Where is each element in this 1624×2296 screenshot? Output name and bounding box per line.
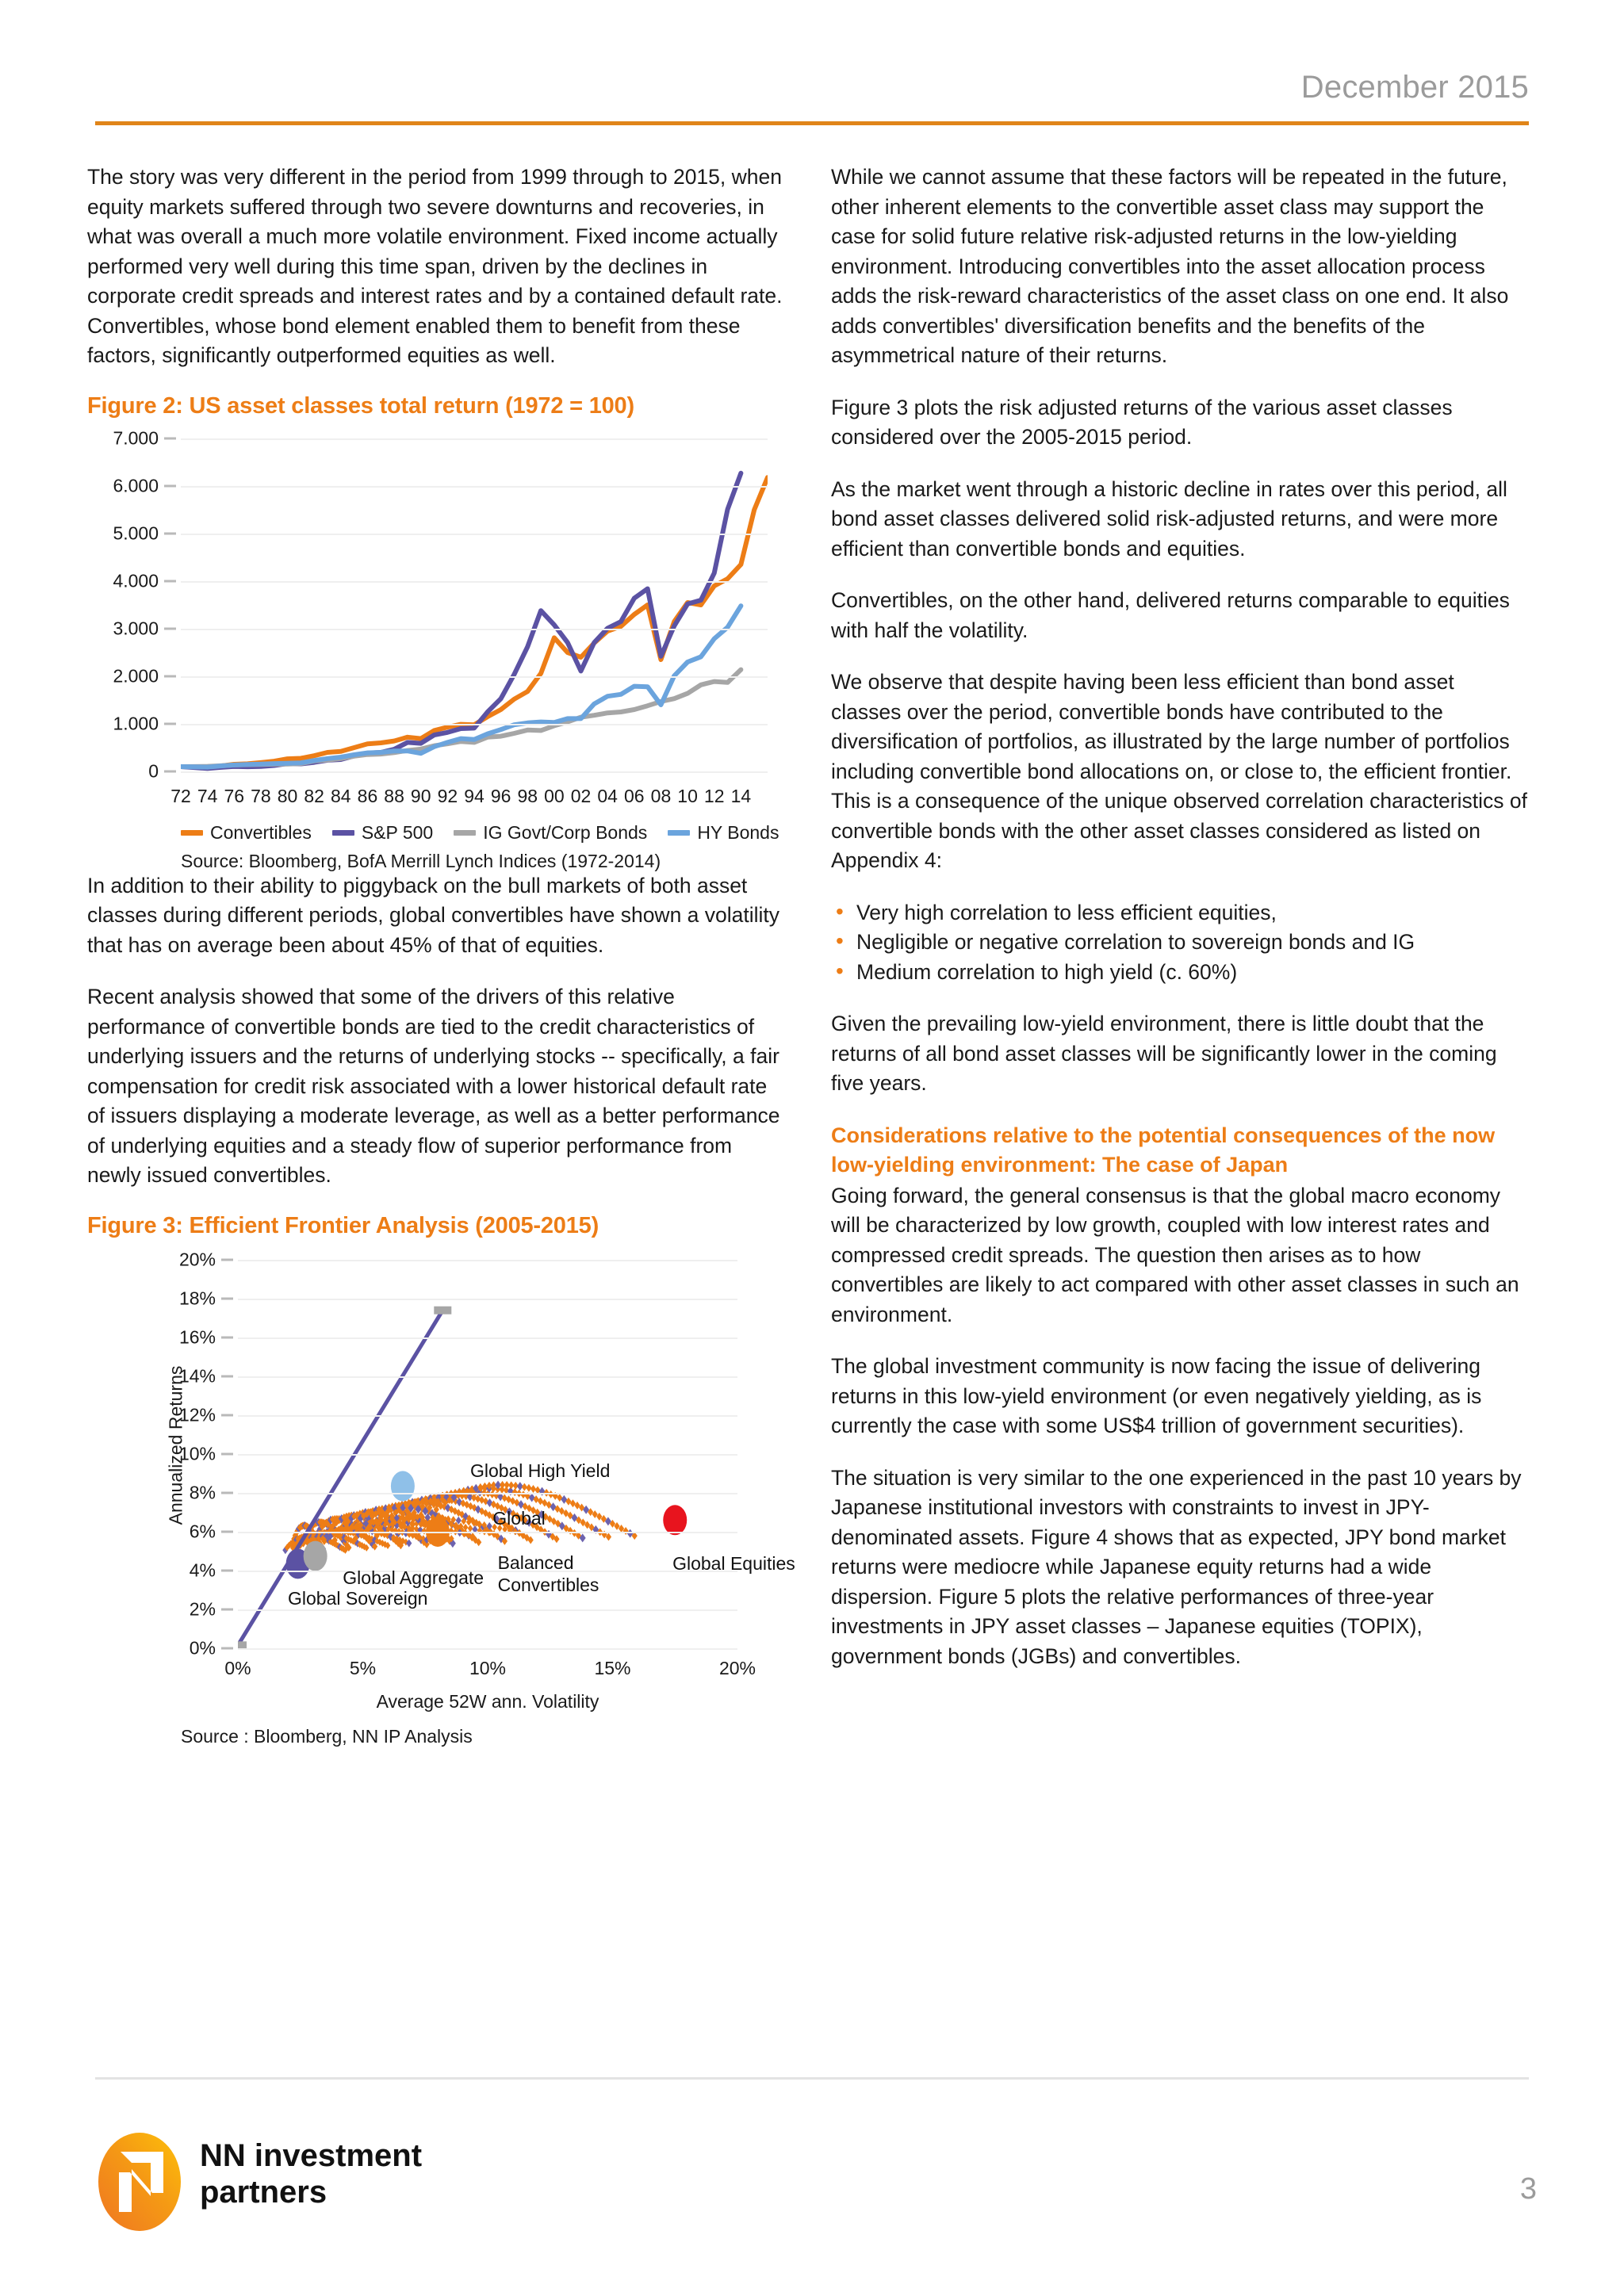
gridline xyxy=(181,676,768,678)
portfolio-point xyxy=(542,1498,547,1506)
y-axis-tick xyxy=(221,1647,233,1649)
portfolio-point xyxy=(574,1501,580,1509)
y-axis-tick xyxy=(221,1258,233,1261)
figure-2-source: Source: Bloomberg, BofA Merrill Lynch Indices (1972-2014) xyxy=(181,850,661,871)
y-axis-tick xyxy=(221,1569,233,1571)
y-axis-tick-label: 16% xyxy=(178,1326,216,1347)
left-column xyxy=(87,163,795,1747)
portfolio-point xyxy=(522,1483,527,1490)
y-axis-tick xyxy=(221,1336,233,1338)
asset-class-label: Balanced Convertibles xyxy=(497,1552,599,1596)
y-axis-tick xyxy=(221,1452,233,1455)
portfolio-point xyxy=(479,1495,485,1503)
figure-2-chart xyxy=(87,427,785,871)
logo-line-1: NN investment xyxy=(200,2138,423,2173)
y-axis-tick-label: 12% xyxy=(178,1404,216,1425)
nn-logo-icon xyxy=(95,2131,184,2233)
gridline xyxy=(238,1260,737,1261)
gridline xyxy=(181,438,768,440)
logo-wordmark xyxy=(200,2137,422,2210)
page-header xyxy=(95,48,1529,135)
x-axis-tick-label: 84 xyxy=(331,785,351,806)
portfolio-point xyxy=(526,1483,531,1491)
figure-3-plot-area xyxy=(178,1249,795,1658)
gridline xyxy=(181,771,768,773)
gridline xyxy=(181,629,768,630)
legend-swatch xyxy=(454,830,476,836)
figure-2-plot-area xyxy=(113,427,768,781)
page-number: 3 xyxy=(1519,2172,1537,2206)
y-axis-tick-label: 7.000 xyxy=(113,427,159,448)
header-date: December 2015 xyxy=(1300,70,1529,105)
gridline xyxy=(238,1415,737,1417)
y-axis-tick-label: 1.000 xyxy=(113,713,159,733)
y-axis-tick xyxy=(221,1375,233,1377)
x-axis-tick-label: 15% xyxy=(594,1657,631,1678)
y-axis-tick-label: 2% xyxy=(189,1598,216,1619)
portfolio-point xyxy=(530,1485,536,1493)
y-axis-tick xyxy=(221,1297,233,1299)
paragraph: We observe that despite having been less efficient than bond asset classes over the period, convertible bonds have contributed to the diversification of portfolios, as illustrated by the large number of portfolios including convertible bond allocations on, or close to, the efficient frontier. This is a consequence of the unique observed correlation characteristics of convertible bonds with the other asset classes considered as listed on Appendix 4: xyxy=(831,670,1527,872)
y-axis-tick-label: 20% xyxy=(178,1249,216,1269)
x-axis-tick-label: 86 xyxy=(357,785,378,806)
gridline xyxy=(238,1454,737,1456)
asset-class-marker xyxy=(663,1505,687,1535)
asset-class-label: Global Aggregate xyxy=(343,1567,485,1588)
paragraph: Given the prevailing low-yield environment, there is little doubt that the returns of all bond asset classes will be significantly lower in the coming five years. xyxy=(831,1012,1497,1095)
y-axis-tick-label: 6.000 xyxy=(113,475,159,496)
asset-class-marker xyxy=(391,1471,415,1501)
gridline xyxy=(238,1299,737,1300)
x-axis-tick-label: 06 xyxy=(624,785,645,806)
gridline xyxy=(181,534,768,535)
x-axis-tick-label: 90 xyxy=(410,785,431,806)
x-axis-tick-label: 5% xyxy=(349,1657,377,1678)
y-axis-tick-label: 14% xyxy=(178,1365,216,1386)
paragraph: Figure 3 plots the risk adjusted returns of the various asset classes considered over the 2005-2015 period. xyxy=(831,395,1453,449)
legend-label: Convertibles xyxy=(210,821,312,843)
legend-swatch xyxy=(332,830,354,836)
y-axis-tick xyxy=(221,1608,233,1610)
paragraph: As the market went through a historic decline in rates over this period, all bond asset classes delivered solid risk-adjusted returns, and were more efficient than convertible bonds and equities. xyxy=(831,476,1507,561)
y-axis-tick xyxy=(221,1414,233,1416)
x-axis-tick-label: 82 xyxy=(304,785,324,806)
legend-label: HY Bonds xyxy=(697,821,779,843)
y-axis-tick xyxy=(164,484,176,487)
portfolio-point xyxy=(529,1493,535,1502)
paragraph: The story was very different in the period from 1999 through to 2015, when equity markets suffered through two severe downturns and recoveries, in what was overall a much more volatile environment. Fixed income actually performed very well during this time span, driven by the declines in corporate credit spreads and interest rates and by a contained default rate. Convertibles, whose bond element enabled them to benefit from these factors, significantly outperformed equities as well. xyxy=(87,165,783,367)
y-axis-tick-label: 6% xyxy=(189,1521,216,1541)
portfolio-point xyxy=(520,1490,526,1498)
x-axis-tick-label: 00 xyxy=(544,785,565,806)
x-axis-tick-label: 72 xyxy=(170,785,191,806)
line-end-marker xyxy=(238,1641,247,1648)
legend-swatch xyxy=(668,830,690,836)
asset-class-label: Global High Yield xyxy=(469,1460,611,1481)
x-axis-tick-label: 74 xyxy=(197,785,218,806)
asset-class-label: Global Equities xyxy=(672,1553,795,1575)
legend-label: S&P 500 xyxy=(361,821,434,843)
figure-3-y-axis-title: Annualized Returns xyxy=(165,1365,186,1525)
figure-3-chart xyxy=(87,1247,795,1747)
asset-class-marker xyxy=(304,1540,327,1571)
x-axis-tick-label: 98 xyxy=(517,785,538,806)
x-axis-tick-label: 76 xyxy=(224,785,245,806)
gridline xyxy=(238,1532,737,1533)
y-axis-tick-label: 10% xyxy=(178,1443,216,1464)
x-axis-tick-label: 08 xyxy=(650,785,672,806)
y-axis-tick xyxy=(164,627,176,629)
portfolio-point xyxy=(561,1494,567,1503)
figure-3-title: Figure 3: Efficient Frontier Analysis (2005-2015) xyxy=(87,1212,599,1238)
legend-item xyxy=(668,822,779,844)
paragraph: Going forward, the general consensus is that the global macro economy will be characterized by low growth, coupled with low interest rates and compressed credit spreads. The question then arises as to how convertibles are likely to act compared with other asset classes in such an environment. xyxy=(831,1183,1519,1326)
y-axis-tick xyxy=(221,1491,233,1494)
portfolio-point xyxy=(570,1499,576,1507)
x-axis-tick-label: 02 xyxy=(570,785,592,806)
figure-3-source: Source : Bloomberg, NN IP Analysis xyxy=(181,1725,473,1747)
paragraph: Convertibles, on the other hand, delivered returns comparable to equities with half the volatility. xyxy=(831,588,1510,642)
x-axis-tick-label: 12 xyxy=(703,785,725,806)
gridline xyxy=(238,1493,737,1494)
y-axis-tick-label: 8% xyxy=(189,1482,216,1502)
portfolio-point xyxy=(510,1497,515,1505)
y-axis-tick xyxy=(164,770,176,772)
x-axis-tick-label: 14 xyxy=(730,785,752,806)
right-column xyxy=(831,163,1529,1693)
paragraph: Recent analysis showed that some of the drivers of this relative performance of convertible bonds are tied to the credit characteristics of underlying issuers and the returns of underlying stocks -- specifically, a fair compensation for credit risk associated with a lower historical default rate of issuers displaying a moderate leverage, as well as a better performance of underlying equities and a steady flow of superior performance from newly issued convertibles. xyxy=(87,985,780,1187)
y-axis-tick xyxy=(164,722,176,725)
gridline xyxy=(181,581,768,583)
gridline xyxy=(238,1376,737,1378)
paragraph: While we cannot assume that these factors will be repeated in the future, other inherent elements to the convertible asset class may support the case for solid future relative risk-adjusted returns in the low-yielding environment. Introducing convertibles into the asset allocation process adds the risk-reward characteristics of the asset class on one end. It also adds convertibles' diversification benefits and the benefits of the asymmetrical nature of their returns. xyxy=(831,165,1509,367)
list-item: • Negligible or negative correlation to sovereign bonds and IG xyxy=(831,928,1529,958)
portfolio-point xyxy=(506,1495,511,1503)
partial-annotation: Global xyxy=(492,1507,546,1529)
header-rule xyxy=(95,121,1529,125)
y-axis-tick-label: 3.000 xyxy=(113,618,159,638)
paragraph: The situation is very similar to the one experienced in the past 10 years by Japanese institutional investors with constraints to invest in JPY-denominated assets. Figure 4 shows that as expected, JPY bond market returns were mediocre while Japanese equity returns had a wide dispersion. Figure 5 plots the relative performances of three-year investments in JPY asset classes – Japanese equities (TOPIX), government bonds (JGBs) and convertibles. xyxy=(831,1465,1522,1668)
figure-2-legend xyxy=(181,822,783,844)
legend-swatch xyxy=(181,830,203,836)
y-axis-tick-label: 4% xyxy=(189,1559,216,1580)
section-heading: Considerations relative to the potential consequences of the now low-yielding environment: The case of Japan xyxy=(831,1123,1496,1177)
y-axis-tick xyxy=(221,1530,233,1533)
legend-label: IG Govt/Corp Bonds xyxy=(483,821,648,843)
asset-class-label: Global Sovereign xyxy=(288,1588,428,1609)
legend-item xyxy=(181,822,312,844)
paragraph: In addition to their ability to piggyback on the bull markets of both asset classes during different periods, global convertibles have shown a volatility that has on average been about 45% of that of equities. xyxy=(87,873,780,957)
x-axis-tick-label: 94 xyxy=(464,785,485,806)
x-axis-tick-label: 20% xyxy=(718,1657,756,1678)
logo-line-2: partners xyxy=(200,2175,327,2210)
y-axis-tick-label: 0 xyxy=(148,760,159,781)
x-axis-tick-label: 88 xyxy=(384,785,404,806)
figure-2-series-svg xyxy=(181,438,768,771)
y-axis-tick-label: 4.000 xyxy=(113,570,159,591)
y-axis-tick-label: 0% xyxy=(189,1637,216,1658)
y-axis-tick xyxy=(164,532,176,534)
line-end-marker xyxy=(434,1306,451,1314)
y-axis-tick xyxy=(164,437,176,439)
y-axis-tick-label: 5.000 xyxy=(113,522,159,543)
gridline xyxy=(181,486,768,488)
legend-item xyxy=(332,822,433,844)
gridline xyxy=(238,1648,737,1650)
footer-rule xyxy=(95,2077,1529,2080)
x-axis-tick-label: 78 xyxy=(251,785,271,806)
x-axis-tick-label: 04 xyxy=(597,785,618,806)
portfolio-point xyxy=(538,1497,543,1505)
portfolio-point xyxy=(468,1525,473,1532)
y-axis-tick-label: 18% xyxy=(178,1288,216,1308)
list-item: • Medium correlation to high yield (c. 60%) xyxy=(831,958,1529,988)
x-axis-tick-label: 92 xyxy=(437,785,458,806)
x-axis-tick-label: 80 xyxy=(277,785,298,806)
x-axis-tick-label: 0% xyxy=(224,1657,251,1678)
figure-2-title: Figure 2: US asset classes total return (1972 = 100) xyxy=(87,392,634,419)
x-axis-tick-label: 10 xyxy=(677,785,698,806)
list-item: • Very high correlation to less efficient equities, xyxy=(831,898,1529,928)
x-axis-tick-label: 96 xyxy=(490,785,511,806)
gridline xyxy=(181,724,768,725)
y-axis-tick xyxy=(164,675,176,677)
portfolio-point xyxy=(489,1490,495,1498)
paragraph: The global investment community is now facing the issue of delivering returns in this low-yield environment (or even negatively yielding, as is currently the case with some US$4 trillion of government securities). xyxy=(831,1354,1482,1437)
gridline xyxy=(238,1337,737,1339)
figure-3-x-axis-title: Average 52W ann. Volatility xyxy=(376,1690,599,1712)
y-axis-tick-label: 2.000 xyxy=(113,665,159,686)
legend-item xyxy=(454,822,647,844)
x-axis-tick-label: 10% xyxy=(469,1657,507,1678)
correlation-bullet-list xyxy=(831,898,1529,988)
y-axis-tick xyxy=(164,580,176,582)
nn-investment-partners-logo xyxy=(95,2126,508,2237)
portfolio-point xyxy=(502,1494,508,1502)
figure-2-series-line xyxy=(181,669,741,766)
